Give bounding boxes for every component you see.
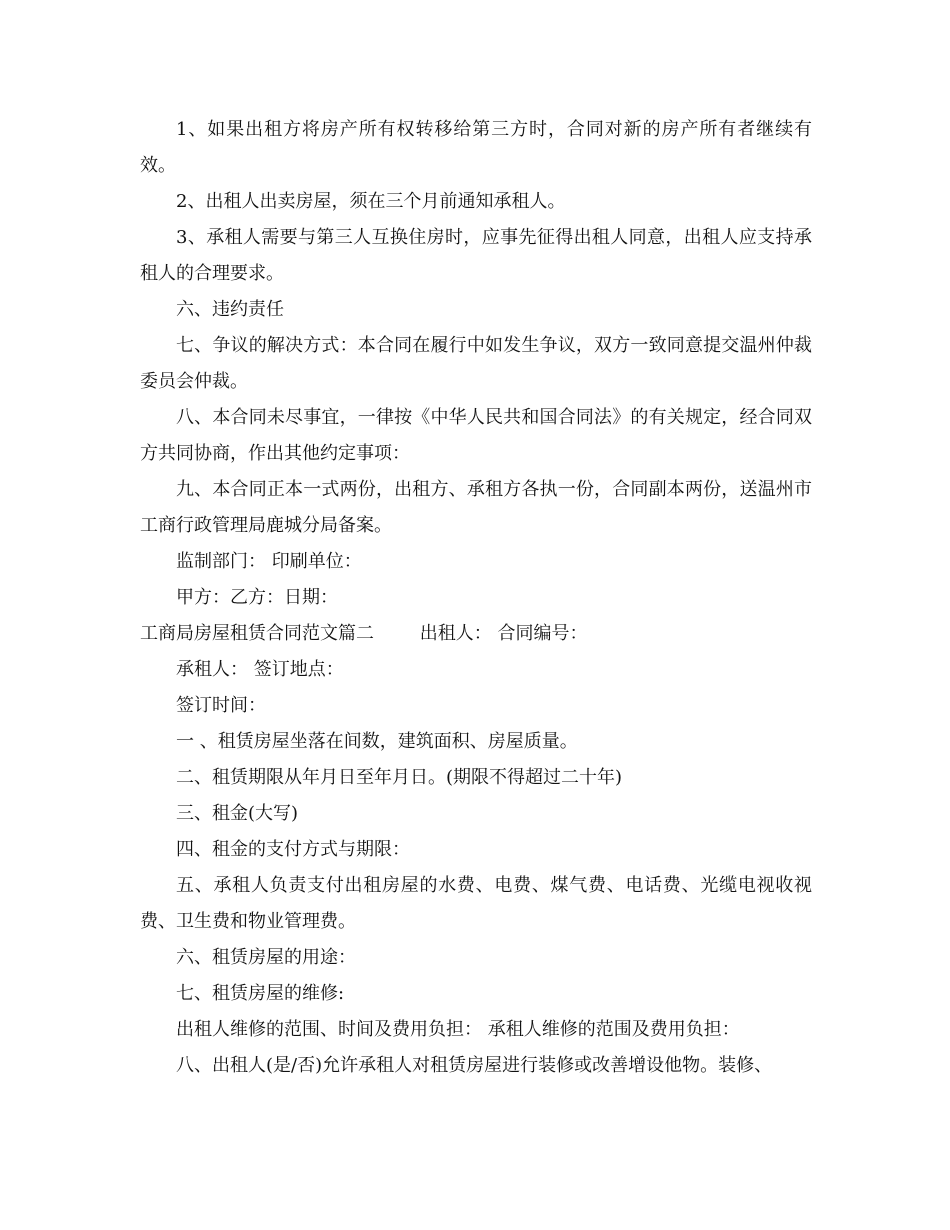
paragraph-house-location: 一 、租赁房屋坐落在间数，建筑面积、房屋质量。 (176, 731, 578, 752)
paragraph-transfer-clause: 1、如果出租方将房产所有权转移给第三方时，合同对新的房产所有者继续有效。 (140, 119, 812, 176)
paragraph-dispute-resolution: 七、争议的解决方式：本合同在履行中如发生争议，双方一致同意提交温州仲裁委员会仲裁。 (140, 335, 812, 392)
paragraph-supervising-dept: 监制部门： 印刷单位： (176, 551, 362, 572)
paragraph-other-matters: 八、本合同未尽事宜，一律按《中华人民共和国合同法》的有关规定，经合同双方共同协商，作出其他约定事项： (140, 407, 812, 464)
paragraph-house-purpose: 六、租赁房屋的用途： (176, 947, 356, 968)
paragraph-lessee-place: 承租人： 签订地点： (176, 659, 344, 680)
paragraph-renovation: 八、出租人(是/否)允许承租人对租赁房屋进行装修或改善增设他物。装修、 (176, 1055, 773, 1076)
paragraph-exchange-housing: 3、承租人需要与第三人互换住房时，应事先征得出租人同意，出租人应支持承租人的合理要求。 (140, 227, 812, 284)
paragraph-repair-scope: 出租人维修的范围、时间及费用负担： 承租人维修的范围及费用负担： (176, 1019, 740, 1040)
heading-contract-two: 工商局房屋租赁合同范文篇二 出租人： 合同编号： (140, 623, 588, 644)
paragraph-sale-notice: 2、出租人出卖房屋，须在三个月前通知承租人。 (176, 191, 566, 212)
heading-breach-liability: 六、违约责任 (176, 299, 284, 320)
paragraph-house-repair: 七、租赁房屋的维修: (176, 983, 345, 1004)
paragraph-parties-date: 甲方：乙方：日期： (176, 587, 338, 608)
paragraph-utility-fees: 五、承租人负责支付出租房屋的水费、电费、煤气费、电话费、光缆电视收视费、卫生费和物业管理费。 (140, 875, 812, 932)
document-body (140, 112, 812, 1084)
paragraph-copies-filing: 九、本合同正本一式两份，出租方、承租方各执一份，合同副本两份，送温州市工商行政管理局鹿城分局备案。 (140, 479, 812, 536)
paragraph-rent-amount: 三、租金(大写) (176, 803, 299, 824)
paragraph-signing-time: 签订时间： (176, 695, 266, 716)
paragraph-payment-method: 四、租金的支付方式与期限： (176, 839, 410, 860)
paragraph-lease-term: 二、租赁期限从年月日至年月日。(期限不得超过二十年) (176, 767, 623, 788)
